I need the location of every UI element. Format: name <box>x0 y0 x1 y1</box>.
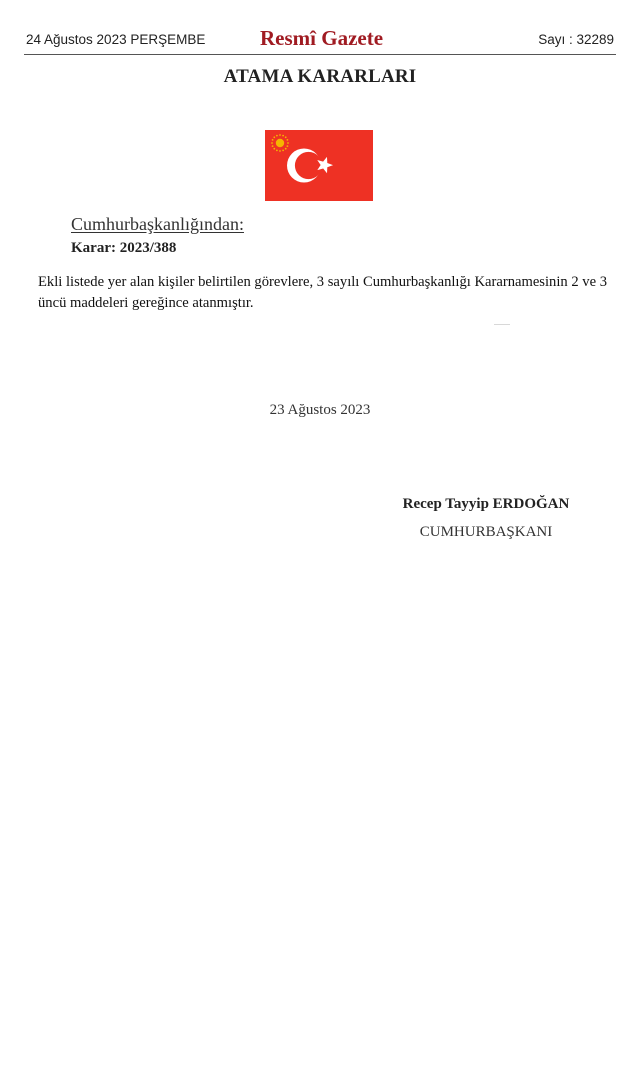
section-title: ATAMA KARARLARI <box>223 66 417 87</box>
issuing-authority: Cumhurbaşkanlığından: <box>71 214 244 234</box>
gazette-title: Resmî Gazete <box>260 26 384 50</box>
header-divider <box>24 54 616 55</box>
gazette-header <box>24 26 616 54</box>
decision-text: Ekli listede yer alan kişiler belirtilen görevlere, 3 sayılı Cumhurbaşkanlığı Kararnamesinin 2 ve 3 üncü maddeleri gereğince atanmıştır. <box>38 274 607 311</box>
signatory-name: Recep Tayyip ERDOĞAN <box>402 496 570 512</box>
signature-date: 23 Ağustos 2023 <box>269 402 371 418</box>
scan-artifact-mark <box>494 324 510 325</box>
signatory-title: CUMHURBAŞKANI <box>419 524 553 540</box>
issue-number: Sayı : 32289 <box>538 32 614 47</box>
turkish-flag-with-presidential-seal-icon <box>265 130 373 201</box>
decision-number: Karar: 2023/388 <box>71 240 177 256</box>
publication-date: 24 Ağustos 2023 PERŞEMBE <box>26 32 206 47</box>
